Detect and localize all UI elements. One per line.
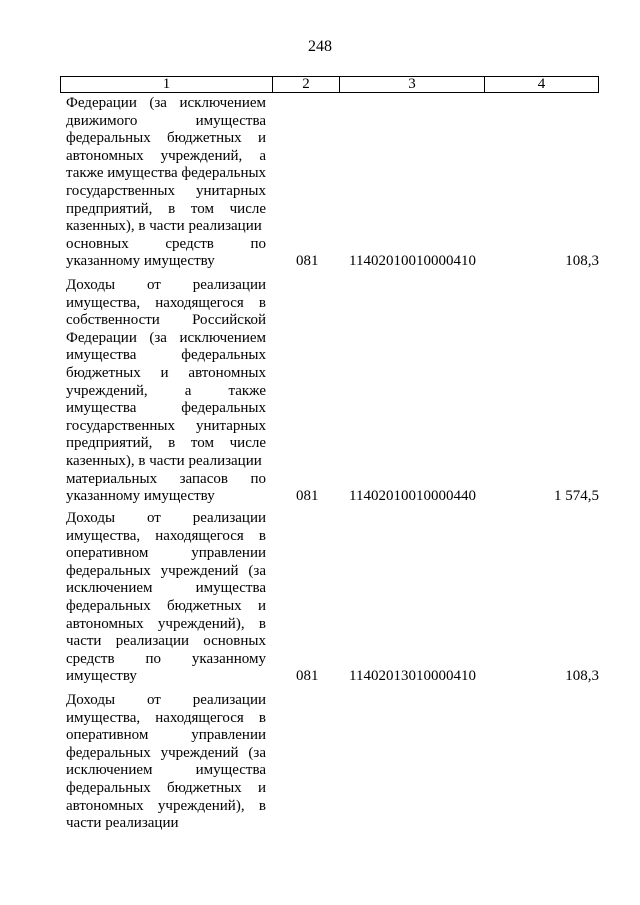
header-col-3: 3	[340, 77, 485, 92]
description-line: исключением имущества	[66, 580, 266, 597]
description-line: казенных), в части реализации	[66, 218, 262, 235]
table-header	[60, 76, 599, 93]
description-line: автономных учреждений), в	[66, 615, 266, 632]
description-line: собственности Российской	[66, 312, 266, 329]
description-line: федеральных учреждений (за	[66, 744, 266, 761]
header-col-1: 1	[61, 77, 273, 92]
description-line: Федерации (за исключением	[66, 95, 266, 111]
description-line: государственных унитарных	[66, 182, 266, 199]
description-line: государственных унитарных	[66, 417, 266, 434]
description-line: автономных учреждений), в	[66, 797, 266, 814]
description-line: предприятий, в том числе	[66, 200, 266, 217]
description-line: имущества, находящегося в	[66, 709, 266, 726]
description-line: части реализации основных	[66, 633, 266, 650]
header-col-2: 2	[273, 77, 340, 92]
description-line: Федерации (за исключением	[66, 329, 266, 346]
description-line: оперативном управлении	[66, 545, 266, 562]
description-line: оперативном управлении	[66, 727, 266, 744]
row-code: 081	[296, 488, 319, 505]
description-line: Доходы от реализации	[66, 510, 266, 526]
description-line: имущества, находящегося в	[66, 527, 266, 544]
row-description	[66, 277, 266, 506]
description-line: предприятий, в том числе	[66, 435, 266, 452]
description-line: бюджетных и автономных	[66, 364, 266, 381]
row-amount: 1 574,5	[554, 488, 599, 505]
header-col-4: 4	[537, 76, 546, 92]
row-code: 081	[296, 253, 319, 270]
description-line: Доходы от реализации	[66, 692, 266, 708]
row-kbk: 11402013010000410	[349, 668, 476, 685]
row-description	[66, 692, 266, 833]
description-line: указанному имуществу	[66, 488, 215, 505]
description-line: указанному имуществу	[66, 253, 215, 270]
description-line: федеральных учреждений (за	[66, 562, 266, 579]
row-amount: 108,3	[565, 253, 599, 270]
description-line: учреждений, а также	[66, 382, 266, 399]
description-line: федеральных бюджетных и	[66, 597, 266, 614]
description-line: основных средств по	[66, 235, 266, 252]
row-kbk: 11402010010000410	[349, 253, 476, 270]
row-code: 081	[296, 668, 319, 685]
description-line: федеральных бюджетных и	[66, 130, 266, 147]
row-kbk: 11402010010000440	[349, 488, 476, 505]
description-line: части реализации	[66, 815, 179, 832]
description-line: средств по указанному	[66, 650, 266, 667]
description-line: имущества федеральных	[66, 347, 266, 364]
page-number: 248	[308, 38, 332, 55]
description-line: автономных учреждений, а	[66, 147, 266, 164]
row-amount: 108,3	[565, 668, 599, 685]
description-line: федеральных бюджетных и	[66, 779, 266, 796]
row-description	[66, 95, 266, 271]
description-line: имущества федеральных	[66, 400, 266, 417]
row-description	[66, 510, 266, 686]
description-line: движимого имущества	[66, 112, 266, 129]
description-line: материальных запасов по	[66, 470, 266, 487]
description-line: казенных), в части реализации	[66, 452, 262, 469]
description-line: имуществу	[66, 668, 137, 685]
description-line: Доходы от реализации	[66, 277, 266, 293]
description-line: также имущества федеральных	[66, 165, 267, 182]
description-line: имущества, находящегося в	[66, 294, 266, 311]
description-line: исключением имущества	[66, 762, 266, 779]
